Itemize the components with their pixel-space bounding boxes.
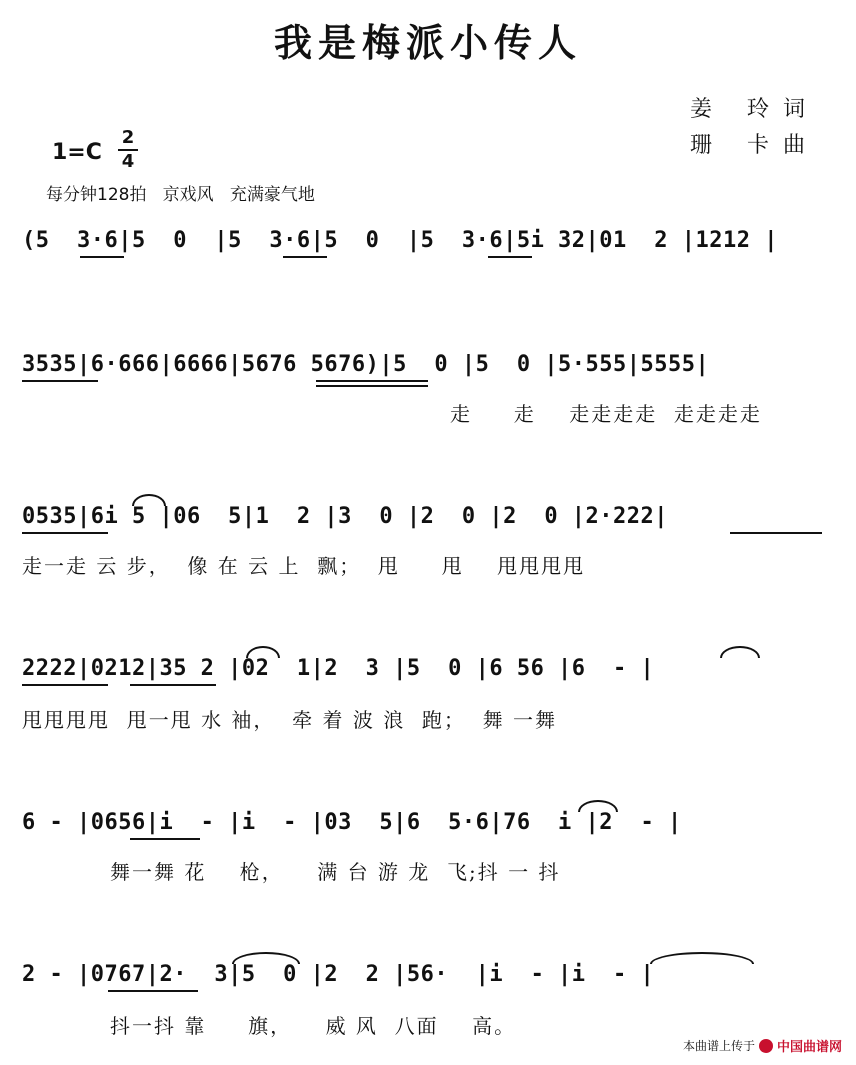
notation-row-6: 2 - |0767|2· 3|5 0 |2 2 |56· |i - |i - | bbox=[22, 962, 655, 987]
notation-row-3: 0535|6i 5 |06 5|1 2 |3 0 |2 0 |2 0 |2·222| bbox=[22, 504, 669, 529]
beam bbox=[22, 380, 98, 382]
notation-row-4: 2222|0212|35 2 |02 1|2 3 |5 0 |6 56 |6 - | bbox=[22, 656, 655, 681]
footer-prefix: 本曲谱上传于 bbox=[682, 1039, 755, 1053]
tie bbox=[650, 952, 754, 964]
key-signature: 1=C bbox=[52, 140, 102, 165]
beam bbox=[22, 532, 108, 534]
footer-watermark bbox=[683, 1036, 842, 1055]
lyrics-row-4: 甩甩甩甩 甩一甩 水 袖， 牵 着 波 浪 跑； 舞 一舞 bbox=[22, 708, 558, 732]
notation-row-1: (5 3·6|5 0 |5 3·6|5 0 |5 3·6|5i 32|01 2 |1212 | bbox=[22, 228, 778, 253]
tie bbox=[246, 646, 280, 658]
time-signature-top: 2 bbox=[121, 127, 135, 148]
beam bbox=[80, 256, 124, 258]
lyrics-row-3: 走一走 云 步， 像 在 云 上 飘； 甩 甩 甩甩甩甩 bbox=[22, 554, 586, 578]
lyrics-row-5: 舞一舞 花 枪， 满 台 游 龙 飞;抖 一 抖 bbox=[110, 860, 561, 884]
beam bbox=[283, 256, 327, 258]
page-title: 我是梅派小传人 bbox=[273, 20, 582, 65]
composer-credit: 珊 卡曲 bbox=[690, 133, 819, 158]
beam bbox=[488, 256, 532, 258]
beam bbox=[22, 684, 108, 686]
tie bbox=[720, 646, 760, 658]
time-signature-bottom: 4 bbox=[121, 151, 135, 172]
beam bbox=[130, 684, 216, 686]
notation-row-2: 3535|6·666|6666|5676 5676)|5 0 |5 0 |5·555|5555| bbox=[22, 352, 710, 377]
beam bbox=[730, 532, 822, 534]
lyricist-credit: 姜 玲词 bbox=[690, 97, 819, 122]
site-logo-icon bbox=[759, 1039, 773, 1053]
beam bbox=[316, 385, 428, 387]
notation-row-5: 6 - |0656|i - |i - |03 5|6 5·6|76 i |2 - | bbox=[22, 810, 682, 835]
lyrics-row-2: 走 走 走走走走 走走走走 bbox=[450, 402, 762, 426]
beam bbox=[108, 990, 198, 992]
footer-site-name: 中国曲谱网 bbox=[776, 1040, 842, 1055]
tie bbox=[132, 494, 166, 506]
beam bbox=[316, 380, 428, 382]
tempo-marking: 每分钟128拍 京戏风 充满豪气地 bbox=[46, 185, 315, 205]
beam bbox=[130, 838, 200, 840]
tie bbox=[578, 800, 618, 812]
tie bbox=[232, 952, 300, 964]
time-signature bbox=[118, 128, 138, 172]
lyrics-row-6: 抖一抖 靠 旗， 威 风 八面 高。 bbox=[110, 1014, 517, 1038]
